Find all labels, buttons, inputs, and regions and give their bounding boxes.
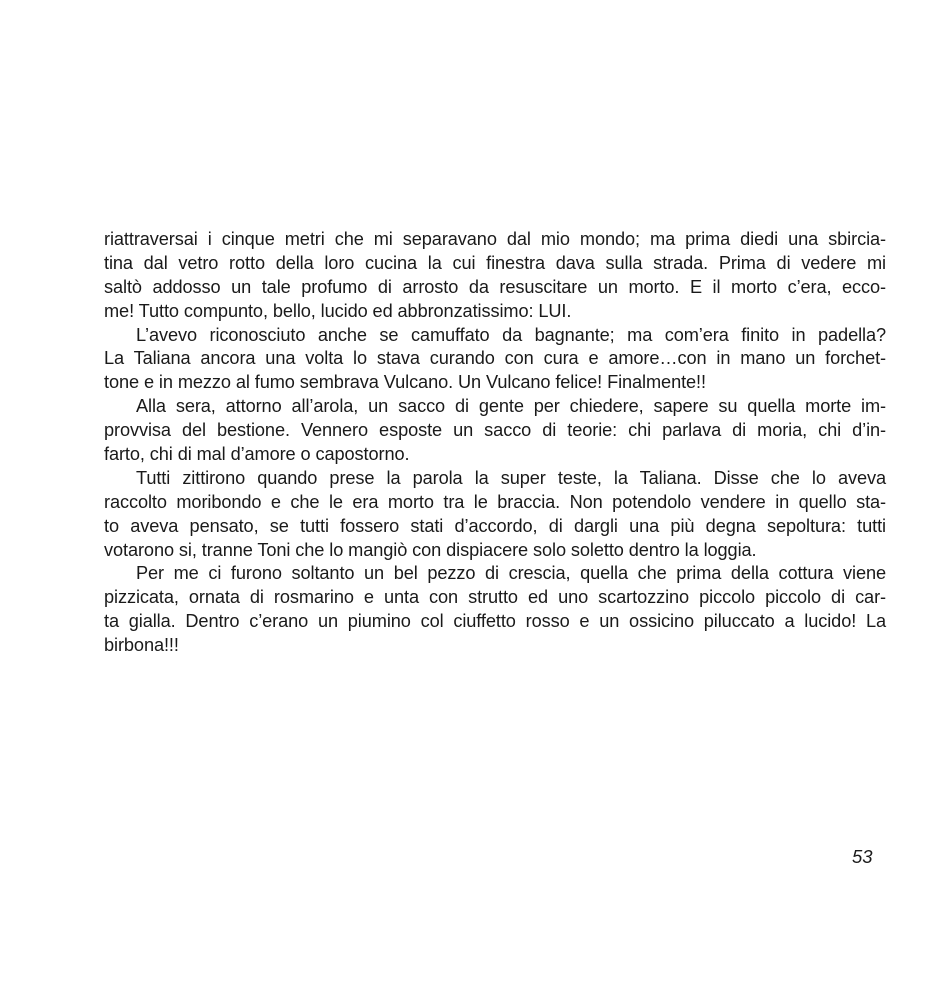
text-line: L’avevo riconosciuto anche se camuffato da bagnante; ma com’era finito in padella? [136,324,886,345]
text-line: ta gialla. Dentro c’erano un piumino col ciuffetto rosso e un ossicino piluccato a lucido! La [104,611,886,632]
paragraph-5 [104,562,886,658]
text-line: to aveva pensato, se tutti fossero stati d’accordo, di dargli una più degna sepoltura: tutti [104,515,886,536]
paragraph-4 [104,467,886,563]
text-line: tina dal vetro rotto della loro cucina la cui finestra dava sulla strada. Prima di vedere mi [104,252,886,273]
text-line: raccolto moribondo e che le era morto tra le braccia. Non potendolo vendere in quello sta- [104,491,886,512]
text-line: votarono si, tranne Toni che lo mangiò con dispiacere solo soletto dentro la loggia. [104,539,757,560]
text-line: Tutti zittirono quando prese la parola la super teste, la Taliana. Disse che lo aveva [136,467,886,488]
paragraph-1 [104,228,886,324]
text-line: Per me ci furono soltanto un bel pezzo di crescia, quella che prima della cottura viene [136,563,886,584]
text-line: farto, chi di mal d’amore o capostorno. [104,444,410,465]
text-line: birbona!!! [104,635,179,656]
text-line: saltò addosso un tale profumo di arrosto da resuscitare un morto. E il morto c’era, ecco- [104,276,886,297]
text-line: tone e in mezzo al fumo sembrava Vulcano. Un Vulcano felice! Finalmente!! [104,372,706,393]
text-line: provvisa del bestione. Vennero esposte un sacco di teorie: chi parlava di moria, chi d’in- [104,420,886,441]
body-text [104,228,886,658]
text-line: pizzicata, ornata di rosmarino e unta con strutto ed uno scartozzino piccolo piccolo di car- [104,587,886,608]
text-line: La Taliana ancora una volta lo stava curando con cura e amore…con in mano un forchet- [104,348,886,369]
text-line: riattraversai i cinque metri che mi separavano dal mio mondo; ma prima diedi una sbircia- [104,229,886,249]
text-line: Alla sera, attorno all’arola, un sacco di gente per chiedere, sapere su quella morte im- [136,396,886,417]
paragraph-2 [104,324,886,396]
text-line: me! Tutto compunto, bello, lucido ed abbronzatissimo: LUI. [104,300,572,321]
page-number: 53 [852,846,873,867]
paragraph-3 [104,395,886,467]
